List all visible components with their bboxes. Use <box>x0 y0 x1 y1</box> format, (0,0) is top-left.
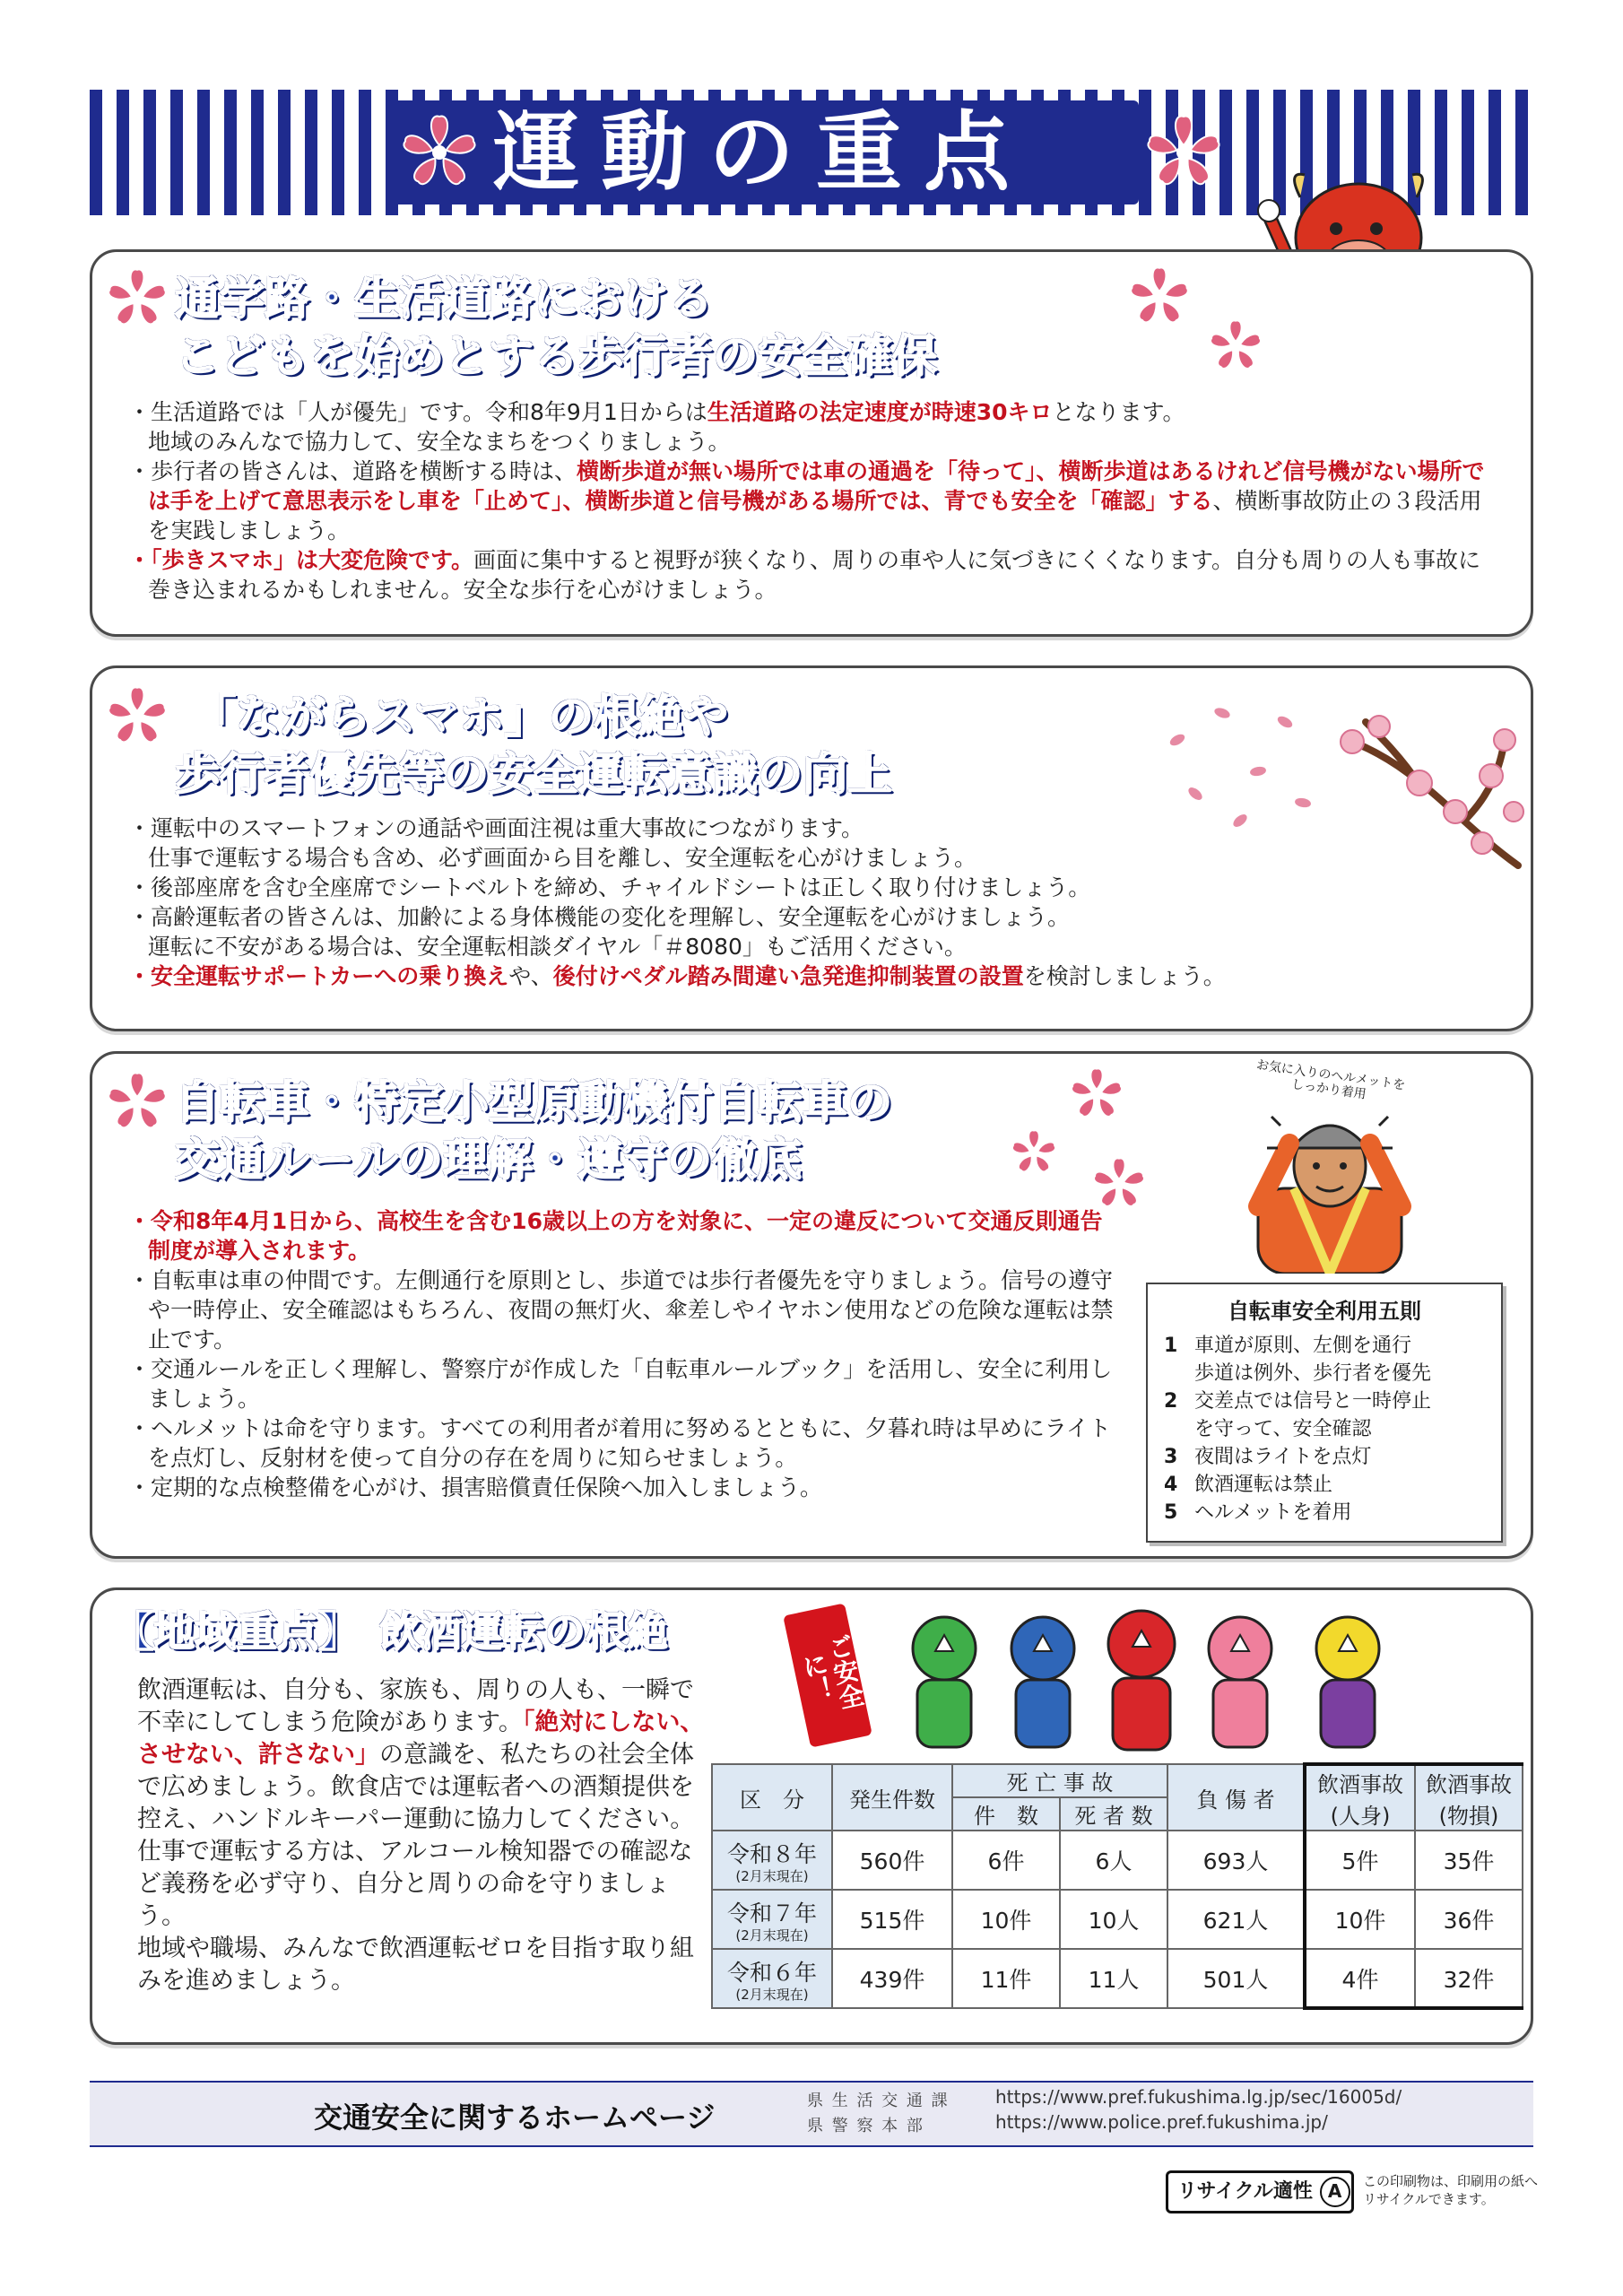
helmet-speech-text: お気に入りのヘルメットをしっかり着用 <box>1255 1057 1407 1102</box>
bullet: ・運転中のスマートフォンの通話や画面注視は重大事故につながります。 仕事で運転する場合も含め、必ず画面から目を離し、安全運転を心がけましょう。 <box>128 815 977 871</box>
footer-label: 交通安全に関するホームページ <box>314 2100 716 2135</box>
cell-count: 515件 <box>832 1890 952 1949</box>
section1-title-line2: こどもを始めとする歩行者の安全確保 <box>175 330 937 382</box>
section-drunk-driving <box>90 1587 1533 2045</box>
bullet: ・ヘルメットは命を守ります。すべての利用者が着用に努めるとともに、夕暮れ時は早めにライトを点灯し、反射材を使って自分の存在を周りに知らせましょう。 <box>128 1415 1112 1471</box>
sakura-icon <box>1124 261 1195 333</box>
sakura-icon <box>1065 1063 1128 1126</box>
cell-drunk-person: 10件 <box>1305 1890 1415 1949</box>
cell-cases: 6件 <box>952 1831 1060 1890</box>
row-year: 令和７年 (2月末現在) <box>712 1890 832 1949</box>
section3-title-line2: 交通ルールの理解・遵守の徹底 <box>175 1134 802 1186</box>
th-injured: 負 傷 者 <box>1167 1764 1305 1831</box>
th-fatal-cases: 件 数 <box>952 1797 1060 1831</box>
section3-bullets <box>128 1206 1124 1502</box>
th-drunk-property: 飲酒事故 (物損) <box>1415 1764 1523 1831</box>
section4-title: 飲酒運転の根絶 <box>379 1607 668 1656</box>
cell-injured: 501人 <box>1167 1949 1305 2008</box>
th-fatal: 死 亡 事 故 <box>952 1764 1167 1797</box>
th-fatal-dead: 死 者 数 <box>1060 1797 1167 1831</box>
footer-org2: 県 警 察 本 部 <box>807 2117 924 2135</box>
sakura-icon <box>1204 315 1267 378</box>
bullet: ・安全運転サポートカーへの乗り換えや、後付けペダル踏み間違い急発進抑制装置の設置を検討しましょう。 <box>128 963 1226 989</box>
section2-title-line1: 「ながらスマホ」の根絶や <box>191 691 728 743</box>
section3-title-line1: 自転車・特定小型原動機付自転車の <box>175 1076 892 1128</box>
rule-item: を守って、安全確認 <box>1194 1418 1372 1440</box>
th-count: 発生件数 <box>832 1764 952 1831</box>
bicycle-five-rules-box <box>1146 1283 1503 1543</box>
bullet: ・後部座席を含む全座席でシートベルトを締め、チャイルドシートは正しく取り付けましょう。 <box>128 874 1091 900</box>
recycle-mark-icon: A <box>1320 2177 1350 2207</box>
bullet: ・歩行者の皆さんは、道路を横断する時は、横断歩道が無い場所では車の通過を「待って」、横断歩道はあるけれど信号機がない場所では手を上げて意思表示をし車を「止めて」、横断歩道と信号機がある場所では、青でも安全を「確認」する、横断事故防止の３段活用を実践しましょう。 <box>128 458 1485 544</box>
recycle-note: この印刷物は、印刷用の紙へ リサイクルできます。 <box>1363 2173 1539 2207</box>
cell-drunk-property: 35件 <box>1415 1831 1523 1890</box>
page-title: 運動の重点 <box>493 102 1031 203</box>
section1-bullets <box>128 397 1500 604</box>
sakura-icon <box>1007 1126 1061 1179</box>
section-smartphone-driving <box>90 665 1533 1031</box>
section-pedestrian-safety <box>90 249 1533 637</box>
sakura-icon <box>101 263 173 335</box>
th-kubun: 区 分 <box>712 1764 832 1831</box>
cell-count: 439件 <box>832 1949 952 2008</box>
bullet: ・高齢運転者の皆さんは、加齢による身体機能の変化を理解し、安全運転を心がけましょう。 運転に不安がある場合は、安全運転相談ダイヤル「＃8080」もご活用ください。 <box>128 904 1071 960</box>
sakura-icon <box>101 681 173 752</box>
bullet: ・交通ルールを正しく理解し、警察庁が作成した「自転車ルールブック」を活用し、安全に利用しましょう。 <box>128 1356 1113 1412</box>
section4-title-bracket: 【地域重点】 <box>112 1607 360 1656</box>
cell-drunk-person: 4件 <box>1305 1949 1415 2008</box>
cell-cases: 11件 <box>952 1949 1060 2008</box>
footer-url1-link[interactable]: https://www.pref.fukushima.lg.jp/sec/16005d/ <box>995 2086 1402 2108</box>
cell-count: 560件 <box>832 1831 952 1890</box>
sakura-icon <box>1139 108 1228 197</box>
section-bicycle-rules <box>90 1051 1533 1559</box>
cell-drunk-property: 36件 <box>1415 1890 1523 1949</box>
cell-dead: 6人 <box>1060 1831 1167 1890</box>
rules-title: 自転車安全利用五則 <box>1228 1299 1421 1324</box>
sakura-icon <box>101 1066 173 1138</box>
rule-item: 3 夜間はライトを点灯 <box>1164 1446 1372 1468</box>
bullet: ・令和8年4月1日から、高校生を含む16歳以上の方を対象に、一定の違反について交通反則通告制度が導入されます。 <box>128 1208 1103 1264</box>
recycle-badge: リサイクル適性 A <box>1166 2170 1354 2213</box>
cell-dead: 10人 <box>1060 1890 1167 1949</box>
th-drunk-person: 飲酒事故 (人身) <box>1305 1764 1415 1831</box>
section2-bullets <box>128 813 1500 991</box>
drunk-driving-stats-table <box>711 1762 1523 2010</box>
table-row <box>712 1831 1523 1890</box>
cell-injured: 621人 <box>1167 1890 1305 1949</box>
rule-item: 5 ヘルメットを着用 <box>1164 1501 1352 1524</box>
bullet: ・「歩きスマホ」は大変危険です。画面に集中すると視野が狭くなり、周りの車や人に気づきにくくなります。自分も周りの人も事故に巻き込まれるかもしれません。安全な歩行を心がけましょう。 <box>128 547 1481 603</box>
rule-item: 1 車道が原則、左側を通行 <box>1164 1335 1412 1357</box>
cell-cases: 10件 <box>952 1890 1060 1949</box>
ranger-characters-icon <box>899 1599 1402 1761</box>
cell-drunk-person: 5件 <box>1305 1831 1415 1890</box>
section4-body: 飲酒運転は、自分も、家族も、周りの人も、一瞬で不幸にしてしまう危険があります。「絶対にしない、させない、許さない」の意識を、私たちの社会全体で広めましょう。飲食店では運転者への酒類提供を控え、ハンドルキーパー運動に協力してください。仕事で運転する方は、アルコール検知器での確認など義務を必ず守り、自分と周りの命を守りましょう。 地域や職場、みんなで飲酒運転ゼロを目指す取り組みを進めましょう。 <box>137 1676 705 1995</box>
rule-item: 4 飲酒運転は禁止 <box>1164 1474 1333 1496</box>
table-row <box>712 1890 1523 1949</box>
cell-dead: 11人 <box>1060 1949 1167 2008</box>
rule-item: 2 交差点では信号と一時停止 <box>1164 1390 1432 1413</box>
cell-injured: 693人 <box>1167 1831 1305 1890</box>
bullet: ・定期的な点検整備を心がけ、損害賠償責任保険へ加入しましょう。 <box>128 1474 823 1500</box>
safety-stamp: ご安全に！ <box>783 1603 872 1747</box>
section2-title-line2: 歩行者優先等の安全運転意識の向上 <box>175 748 892 800</box>
footer-org1: 県 生 活 交 通 課 <box>807 2092 950 2110</box>
sakura-icon <box>395 108 484 197</box>
table-row <box>712 1949 1523 2008</box>
bullet: ・生活道路では「人が優先」です。令和8年9月1日からは生活道路の法定速度が時速30キロとなります。 地域のみんなで協力して、安全なまちをつくりましょう。 <box>128 399 1185 455</box>
bullet: ・自転車は車の仲間です。左側通行を原則とし、歩道では歩行者優先を守りましょう。信号の遵守や一時停止、安全確認はもちろん、夜間の無灯火、傘差しやイヤホン使用などの危険な運転は禁止です。 <box>128 1267 1114 1352</box>
rule-item: 歩道は例外、歩行者を優先 <box>1194 1362 1432 1385</box>
row-year: 令和６年 (2月末現在) <box>712 1949 832 2008</box>
cell-drunk-property: 32件 <box>1415 1949 1523 2008</box>
footer-url2-link[interactable]: https://www.police.pref.fukushima.jp/ <box>995 2111 1328 2133</box>
row-year: 令和８年 (2月末現在) <box>712 1831 832 1890</box>
section1-title-line1: 通学路・生活道路における <box>175 273 713 325</box>
